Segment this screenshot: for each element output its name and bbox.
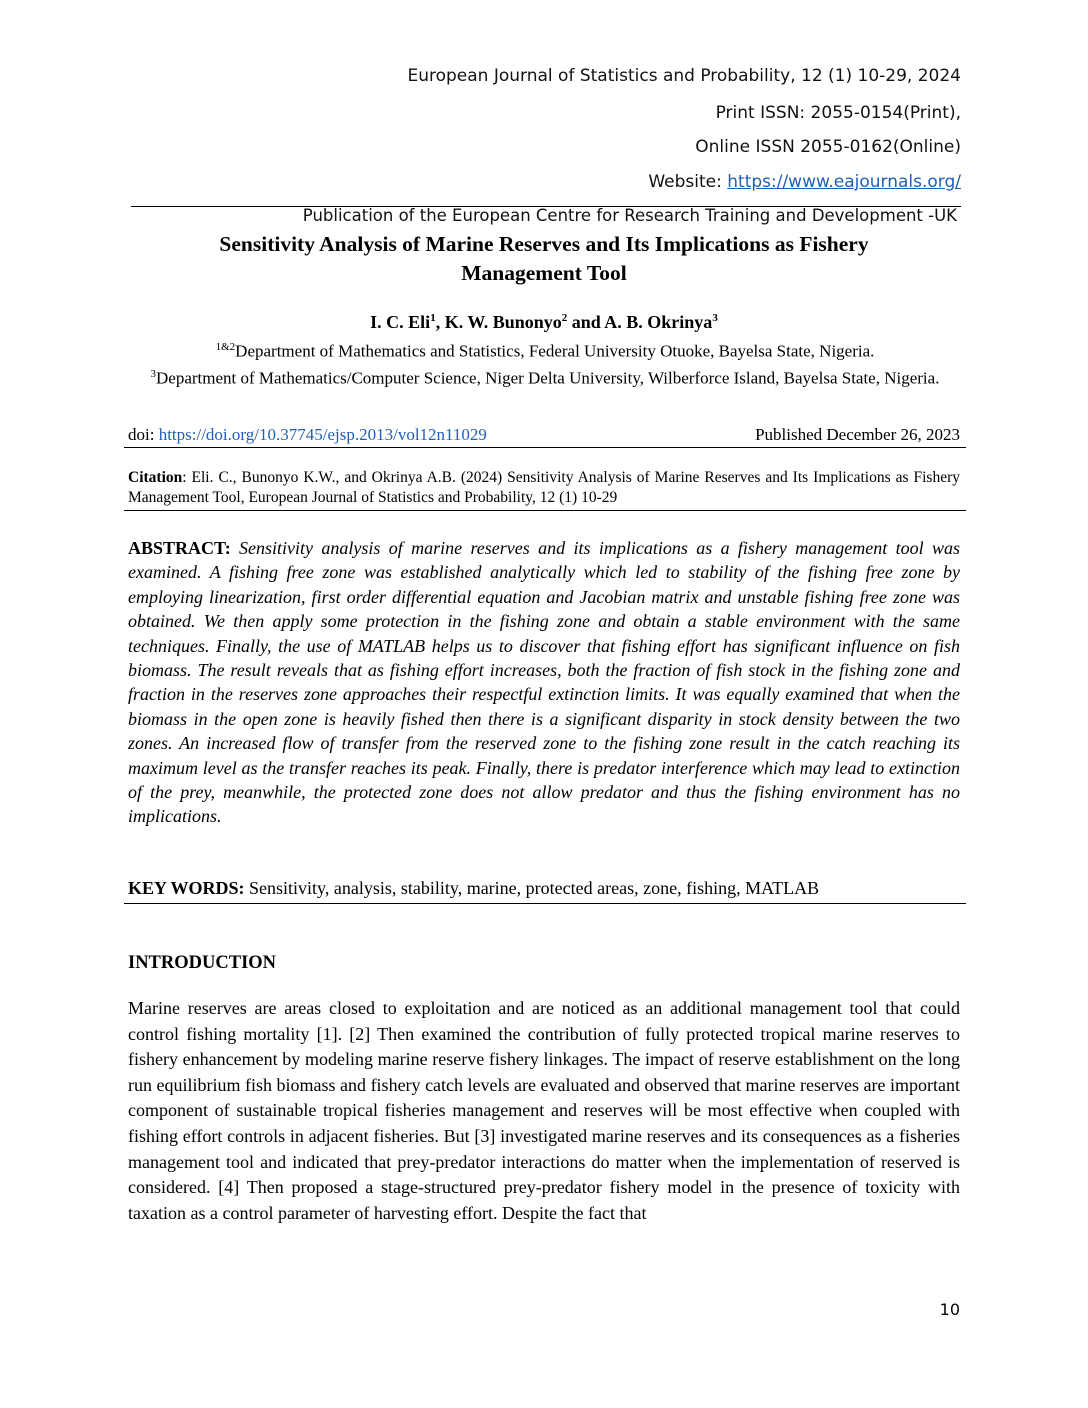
title-line-1: Sensitivity Analysis of Marine Reserves and Its Implications as Fishery [219,232,869,256]
affiliation-2-text: Department of Mathematics/Computer Science, Niger Delta University, Wilberforce Island, Bayelsa State, Nigeria. [156,368,940,388]
author-sep-2: and [567,312,605,332]
keywords-divider [124,903,966,904]
online-issn: Online ISSN 2055-0162(Online) [695,137,961,157]
abstract-text: Sensitivity analysis of marine reserves and its implications as a fishery management tool was examined. A fishing free zone was established analytically which led to stability of the fishing free zone by employing linearization, first order differential equation and Jacobian matrix and unstable fishing free zone was obtained. We then apply some protection in the fishing zone and obtain a stable environment with the same techniques. Finally, the use of MATLAB helps us to discover that fishing effort has significant influence on fish biomass. The result reveals that as fishing effort increases, both the fraction of fish stock in the fishing zone and fraction in the reserves zone approaches their respectful extinction limits. It was equally examined that when the biomass in the open zone is heavily fished then there is a significant disparity in stock density between the two zones. An increased flow of transfer from the reserved zone to the fishing zone result in the catch reaching its maximum level as the transfer reaches its peak. Finally, there is predator interference which may lead to extinction of the prey, meanwhile, the protected zone does not allow predator and thus the fishing environment has no implications. [128,538,960,827]
keywords [128,878,960,899]
author-list [128,312,960,333]
author-3: A. B. Okrinya [604,312,713,332]
author-3-sup: 3 [712,312,718,324]
title-line-2: Management Tool [461,261,627,285]
citation [128,468,960,508]
website-link[interactable]: https://www.eajournals.org/ [727,172,961,192]
author-2: K. W. Bunonyo [444,312,562,332]
introduction-heading: INTRODUCTION [128,953,277,973]
abstract-label: ABSTRACT: [128,538,231,558]
author-2-sup: 2 [561,312,568,324]
abstract [128,536,960,829]
citation-label: Citation [128,469,183,486]
affiliations [150,336,940,389]
affiliation-1 [150,336,940,363]
doi-label: doi: [128,425,159,444]
introduction-body: Marine reserves are areas closed to exploitation and are noticed as an additional management tool that could control fishing mortality [1]. [2] Then examined the contribution of fully protected tropical marine reserves to fishery enhancement by modeling marine reserve fishery linkages. The impact of reserve establishment on the long run equilibrium fish biomass and fishery catch levels are evaluated and observed that marine reserves are important component of sustainable tropical fisheries management and reserves will be most effective when coupled with fishing effort controls in adjacent fisheries. But [3] investigated marine reserves and its consequences as a fisheries management tool and indicated that prey-predator interactions do matter when the implementation of reserved is considered. [4] Then proposed a stage-structured prey-predator fishery model in the presence of toxicity with taxation as a control parameter of harvesting effort. Despite the fact that [128,998,960,1223]
doi-line [128,425,960,445]
journal-name: European Journal of Statistics and Probability, 12 (1) 10-29, 2024 [407,66,961,86]
keywords-label: KEY WORDS: [128,878,245,898]
citation-divider [124,510,966,511]
published-date: Published December 26, 2023 [755,425,960,444]
keywords-text: Sensitivity, analysis, stability, marine, protected areas, zone, fishing, MATLAB [244,878,820,898]
page-number: 10 [939,1300,960,1319]
website-line [648,172,961,192]
paper-title [128,230,960,288]
publisher-line: Publication of the European Centre for Research Training and Development -UK [302,206,957,225]
website-label: Website: [648,172,728,192]
doi-link[interactable]: https://doi.org/10.37745/ejsp.2013/vol12n11029 [158,425,487,444]
author-1: I. C. Eli [370,312,431,332]
author-sep-1: , [435,312,445,332]
doi-divider [124,447,966,448]
print-issn: Print ISSN: 2055-0154(Print), [715,103,961,123]
citation-text: : Eli. C., Bunonyo K.W., and Okrinya A.B. (2024) Sensitivity Analysis of Marine Reserves and Its Implications as Fishery Management Tool, European Journal of Statistics and Probability, 12 (1) 10-29 [128,469,960,506]
affiliation-1-sup: 1&2 [215,341,236,353]
affiliation-1-text: Department of Mathematics and Statistics, Federal University Otuoke, Bayelsa State, Nigeria. [235,341,875,361]
affiliation-2 [150,363,940,390]
affiliation-2-sup: 3 [150,367,157,380]
author-1-sup: 1 [430,312,436,324]
